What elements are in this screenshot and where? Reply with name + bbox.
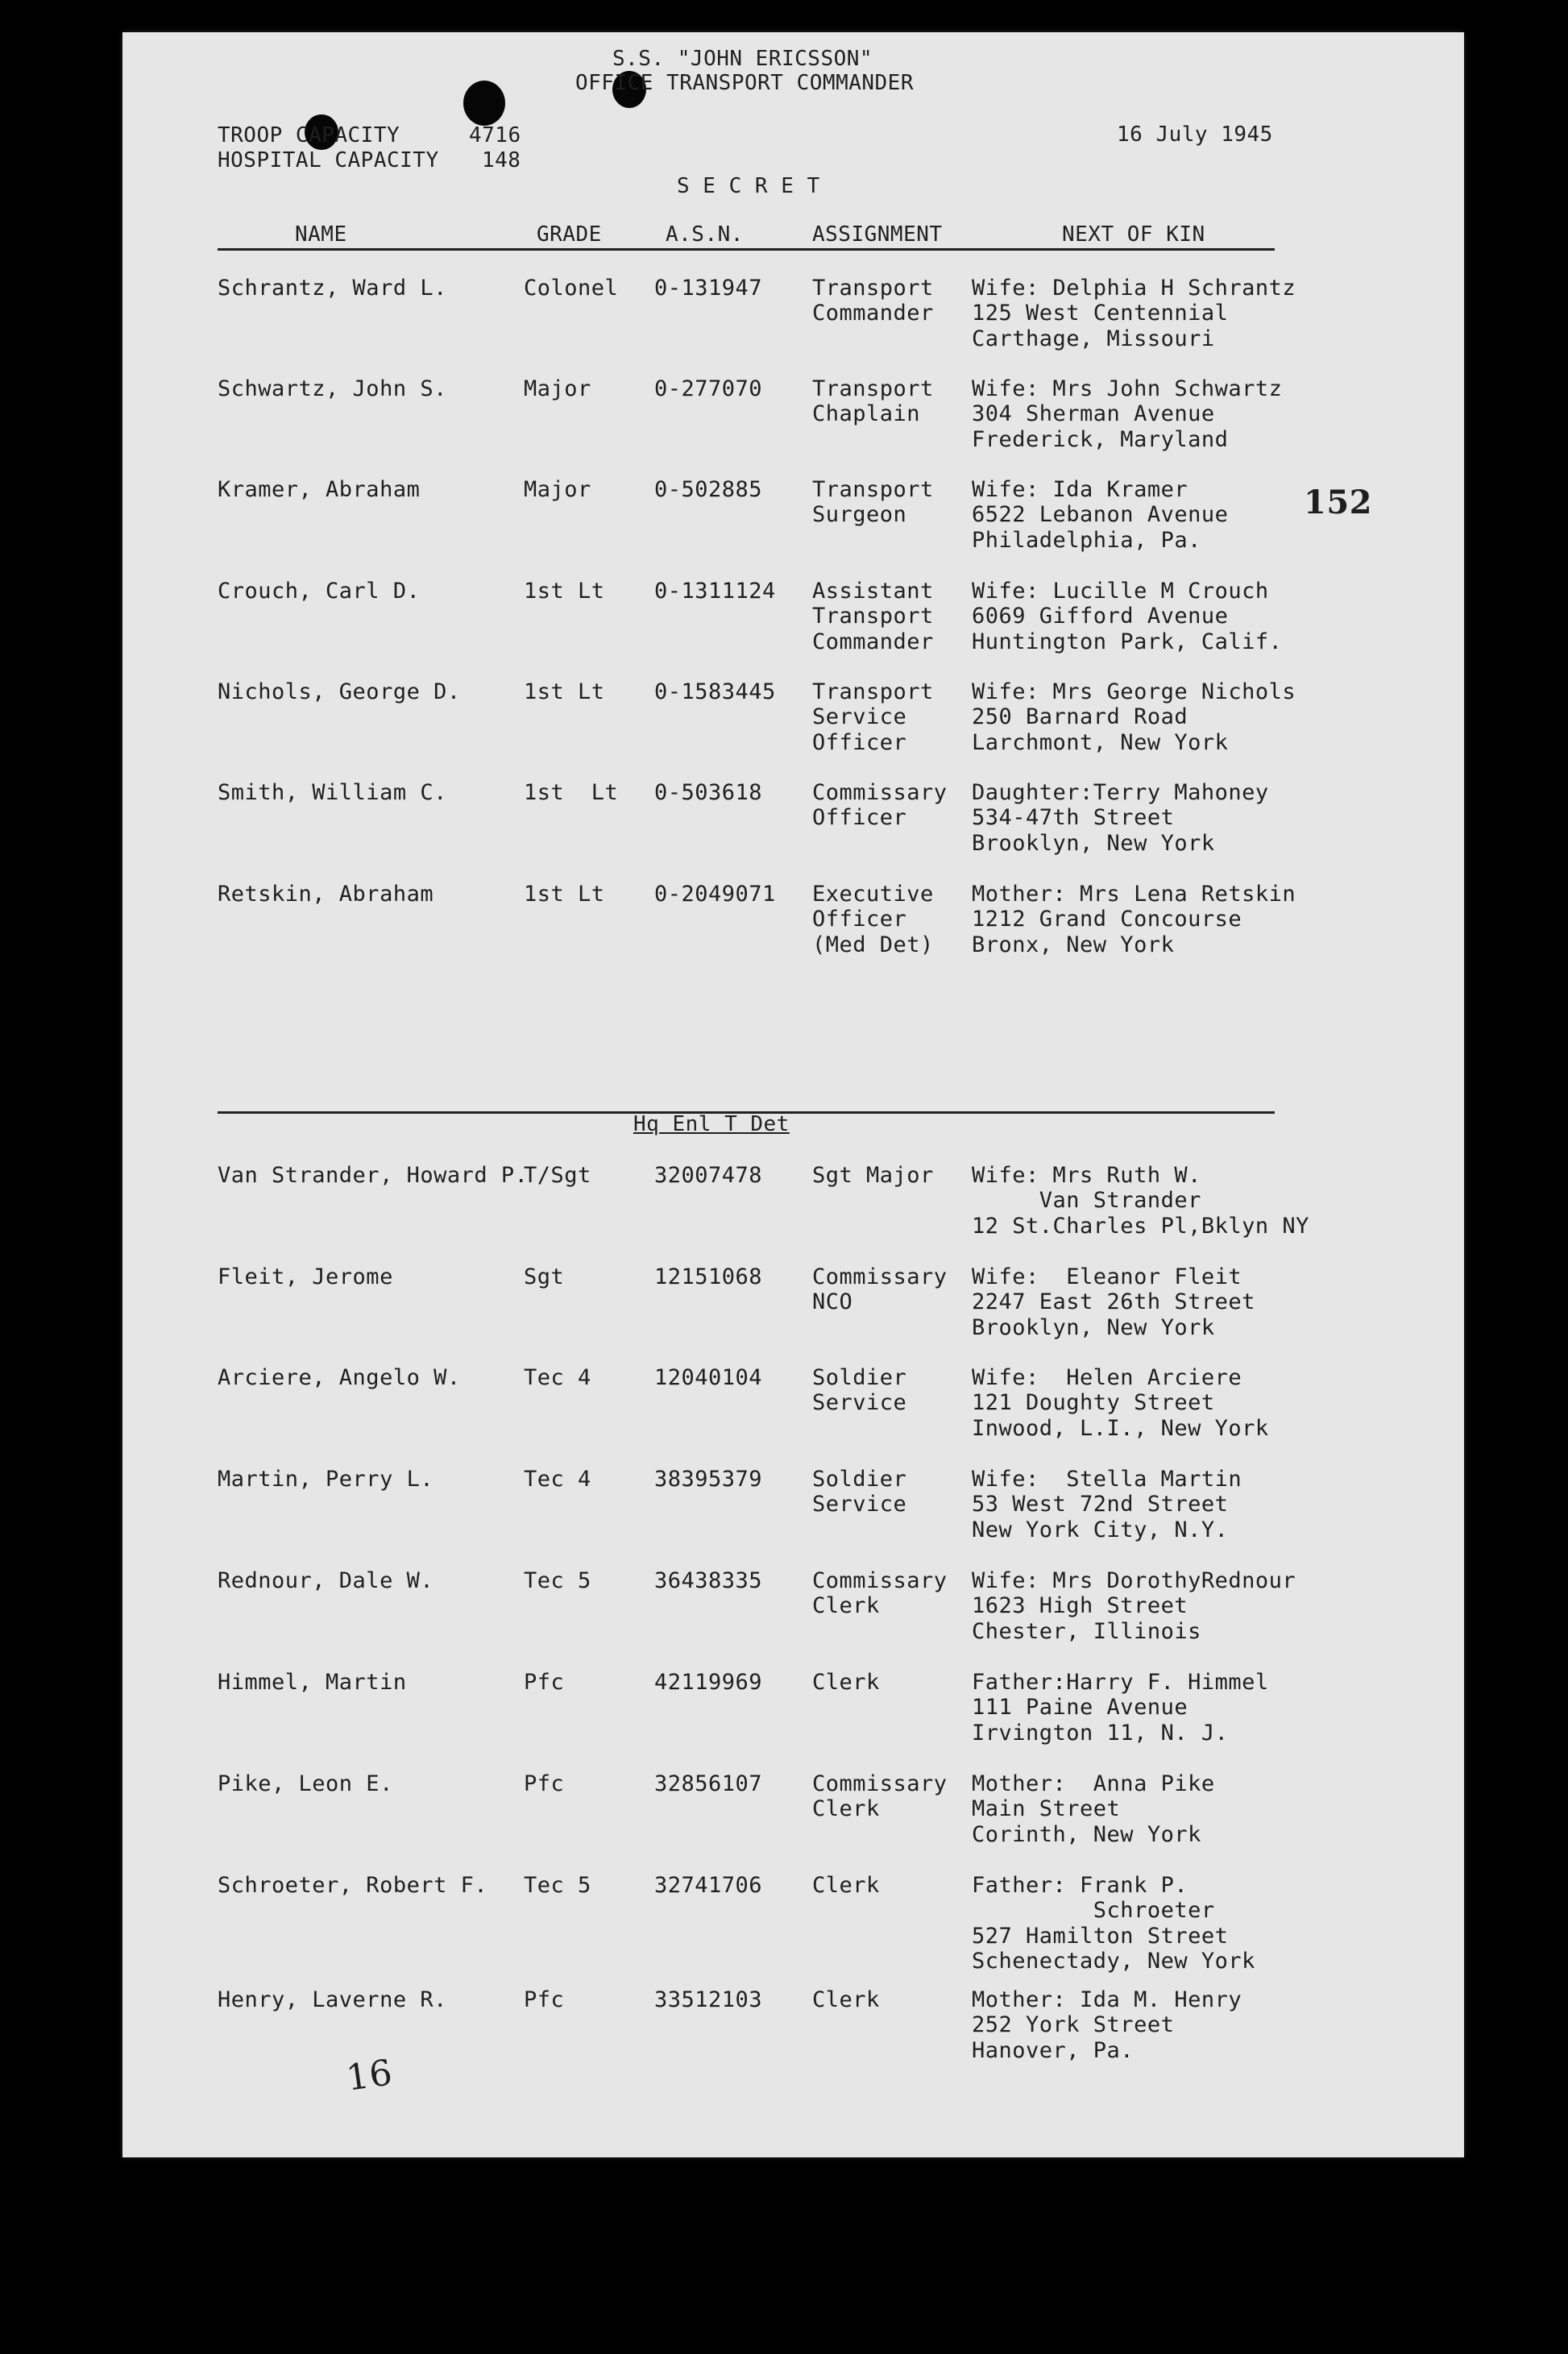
hospital-capacity-label: HOSPITAL CAPACITY [218, 148, 439, 172]
next-of-kin-line: Wife: Eleanor Fleit [972, 1264, 1242, 1289]
asn-cell: 0-2049071 [654, 882, 776, 907]
assignment-line: Clerk [812, 1796, 880, 1822]
asn-cell: 12151068 [654, 1264, 763, 1289]
next-of-kin-line: Hanover, Pa. [972, 2037, 1135, 2063]
grade-cell: Sgt [524, 1264, 565, 1289]
assignment-line: Commander [812, 629, 934, 654]
assignment-line: Clerk [812, 1873, 880, 1898]
grade-cell: Tec 5 [524, 1568, 591, 1593]
next-of-kin-line: 6069 Gifford Avenue [972, 604, 1229, 629]
classification-marking: S E C R E T [677, 174, 820, 198]
ship-name: S.S. "JOHN ERICSSON" [612, 47, 873, 71]
next-of-kin-line: Main Street [972, 1796, 1121, 1822]
next-of-kin-line: 304 Sherman Avenue [972, 401, 1215, 427]
next-of-kin-line: Mother: Mrs Lena Retskin [972, 882, 1296, 907]
assignment-line: Clerk [812, 1987, 880, 2012]
person-name: Martin, Perry L. [218, 1467, 434, 1492]
assignment-line: Transport [812, 477, 934, 502]
assignment-line: Commander [812, 301, 934, 326]
hospital-capacity-value: 148 [482, 148, 521, 172]
grade-cell: Colonel [524, 276, 619, 301]
troop-capacity-label: TROOP CAPACITY [218, 123, 400, 147]
next-of-kin-line: 534-47th Street [972, 805, 1175, 831]
next-of-kin-line: Van Strander [972, 1188, 1201, 1214]
next-of-kin-line: 252 York Street [972, 2012, 1175, 2038]
assignment-line: NCO [812, 1289, 853, 1315]
assignment-line: Transport [812, 276, 934, 301]
grade-cell: Tec 5 [524, 1873, 591, 1898]
next-of-kin-line: Daughter:Terry Mahoney [972, 780, 1269, 805]
next-of-kin-line: 250 Barnard Road [972, 704, 1188, 730]
next-of-kin-line: Wife: Lucille M Crouch [972, 579, 1269, 604]
next-of-kin-line: Wife: Delphia H Schrantz [972, 276, 1296, 301]
handwritten-note: 16 [343, 2052, 396, 2099]
assignment-line: Service [812, 704, 907, 730]
next-of-kin-line: Wife: Stella Martin [972, 1467, 1242, 1492]
assignment-line: Commissary [812, 1264, 948, 1289]
next-of-kin-line: Frederick, Maryland [972, 426, 1229, 452]
assignment-line: (Med Det) [812, 932, 934, 957]
next-of-kin-line: Bronx, New York [972, 932, 1175, 957]
asn-cell: 0-503618 [654, 780, 763, 805]
next-of-kin-line: 125 West Centennial [972, 301, 1229, 326]
person-name: Himmel, Martin [218, 1670, 407, 1695]
assignment-line: Officer [812, 729, 907, 755]
asn-cell: 0-131947 [654, 276, 763, 301]
person-name: Schrantz, Ward L. [218, 276, 447, 301]
assignment-line: Commissary [812, 780, 948, 805]
page-number-stamp: 152 [1304, 484, 1372, 521]
assignment-line: Service [812, 1492, 907, 1517]
next-of-kin-line: Schenectady, New York [972, 1948, 1255, 1974]
person-name: Schwartz, John S. [218, 376, 447, 401]
asn-cell: 42119969 [654, 1670, 763, 1695]
person-name: Crouch, Carl D. [218, 579, 421, 604]
asn-cell: 33512103 [654, 1987, 763, 2012]
column-header-next-of-kin: NEXT OF KIN [1062, 222, 1205, 247]
person-name: Pike, Leon E. [218, 1771, 393, 1796]
grade-cell: Major [524, 477, 591, 502]
asn-cell: 32856107 [654, 1771, 763, 1796]
grade-cell: Tec 4 [524, 1467, 591, 1492]
next-of-kin-line: Brooklyn, New York [972, 1314, 1215, 1340]
asn-cell: 12040104 [654, 1365, 763, 1390]
next-of-kin-line: Schroeter [972, 1898, 1215, 1924]
assignment-line: Transport [812, 604, 934, 629]
next-of-kin-line: Chester, Illinois [972, 1618, 1201, 1644]
person-name: Rednour, Dale W. [218, 1568, 434, 1593]
grade-cell: 1st Lt [524, 679, 605, 704]
asn-cell: 0-1311124 [654, 579, 776, 604]
next-of-kin-line: Inwood, L.I., New York [972, 1415, 1269, 1441]
grade-cell: T/Sgt [524, 1163, 591, 1188]
grade-cell: 1st Lt [524, 780, 619, 805]
assignment-line: Sgt Major [812, 1163, 934, 1188]
next-of-kin-line: 121 Doughty Street [972, 1390, 1215, 1416]
next-of-kin-line: Larchmont, New York [972, 729, 1229, 755]
next-of-kin-line: 111 Paine Avenue [972, 1695, 1188, 1721]
next-of-kin-line: 1212 Grand Concourse [972, 907, 1242, 932]
next-of-kin-line: Father: Frank P. [972, 1873, 1188, 1898]
assignment-line: Executive [812, 882, 934, 907]
asn-cell: 0-277070 [654, 376, 763, 401]
assignment-line: Clerk [812, 1593, 880, 1619]
next-of-kin-line: Huntington Park, Calif. [972, 629, 1283, 654]
assignment-line: Chaplain [812, 401, 921, 427]
asn-cell: 36438335 [654, 1568, 763, 1593]
next-of-kin-line: New York City, N.Y. [972, 1517, 1229, 1542]
next-of-kin-line: Wife: Helen Arciere [972, 1365, 1242, 1390]
next-of-kin-line: Mother: Anna Pike [972, 1771, 1215, 1796]
header-rule [218, 248, 1275, 251]
next-of-kin-line: Wife: Mrs DorothyRednour [972, 1568, 1296, 1593]
column-header-grade: GRADE [537, 222, 602, 247]
next-of-kin-line: Mother: Ida M. Henry [972, 1987, 1242, 2012]
asn-cell: 32741706 [654, 1873, 763, 1898]
office-title: OFFICE TRANSPORT COMMANDER [575, 71, 914, 95]
next-of-kin-line: Wife: Mrs Ruth W. [972, 1163, 1201, 1188]
assignment-line: Commissary [812, 1568, 948, 1593]
next-of-kin-line: Brooklyn, New York [972, 830, 1215, 856]
grade-cell: Pfc [524, 1987, 565, 2012]
person-name: Fleit, Jerome [218, 1264, 393, 1289]
asn-cell: 38395379 [654, 1467, 763, 1492]
person-name: Van Strander, Howard P. [218, 1163, 529, 1188]
grade-cell: Major [524, 376, 591, 401]
assignment-line: Soldier [812, 1467, 907, 1492]
next-of-kin-line: Irvington 11, N. J. [972, 1720, 1229, 1746]
person-name: Arciere, Angelo W. [218, 1365, 461, 1390]
punch-hole [463, 81, 505, 126]
next-of-kin-line: 527 Hamilton Street [972, 1923, 1229, 1949]
next-of-kin-line: Philadelphia, Pa. [972, 527, 1201, 553]
next-of-kin-line: Wife: Mrs George Nichols [972, 679, 1296, 704]
assignment-line: Commissary [812, 1771, 948, 1796]
next-of-kin-line: 53 West 72nd Street [972, 1492, 1229, 1517]
section-title: Hq Enl T Det [633, 1112, 790, 1136]
next-of-kin-line: Wife: Mrs John Schwartz [972, 376, 1283, 401]
person-name: Schroeter, Robert F. [218, 1873, 488, 1898]
column-header-name: NAME [295, 222, 347, 247]
column-header-asn: A.S.N. [666, 222, 744, 247]
troop-capacity-value: 4716 [469, 123, 521, 147]
asn-cell: 0-1583445 [654, 679, 776, 704]
assignment-line: Soldier [812, 1365, 907, 1390]
grade-cell: Pfc [524, 1670, 565, 1695]
grade-cell: 1st Lt [524, 882, 605, 907]
assignment-line: Assistant [812, 579, 934, 604]
person-name: Kramer, Abraham [218, 477, 421, 502]
next-of-kin-line: Wife: Ida Kramer [972, 477, 1188, 502]
assignment-line: Officer [812, 805, 907, 831]
asn-cell: 0-502885 [654, 477, 763, 502]
person-name: Retskin, Abraham [218, 882, 434, 907]
assignment-line: Clerk [812, 1670, 880, 1695]
document-page [122, 32, 1464, 2157]
next-of-kin-line: 1623 High Street [972, 1593, 1188, 1619]
grade-cell: 1st Lt [524, 579, 605, 604]
column-header-assignment: ASSIGNMENT [812, 222, 943, 247]
asn-cell: 32007478 [654, 1163, 763, 1188]
person-name: Smith, William C. [218, 780, 447, 805]
document-date: 16 July 1945 [1117, 122, 1273, 147]
next-of-kin-line: 2247 East 26th Street [972, 1289, 1255, 1315]
next-of-kin-line: Carthage, Missouri [972, 326, 1215, 351]
person-name: Henry, Laverne R. [218, 1987, 447, 2012]
next-of-kin-line: Father:Harry F. Himmel [972, 1670, 1269, 1695]
grade-cell: Tec 4 [524, 1365, 591, 1390]
assignment-line: Officer [812, 907, 907, 932]
grade-cell: Pfc [524, 1771, 565, 1796]
assignment-line: Transport [812, 679, 934, 704]
next-of-kin-line: 12 St.Charles Pl,Bklyn NY [972, 1213, 1309, 1239]
assignment-line: Transport [812, 376, 934, 401]
next-of-kin-line: Corinth, New York [972, 1821, 1201, 1847]
assignment-line: Surgeon [812, 502, 907, 528]
next-of-kin-line: 6522 Lebanon Avenue [972, 502, 1229, 528]
assignment-line: Service [812, 1390, 907, 1416]
person-name: Nichols, George D. [218, 679, 461, 704]
